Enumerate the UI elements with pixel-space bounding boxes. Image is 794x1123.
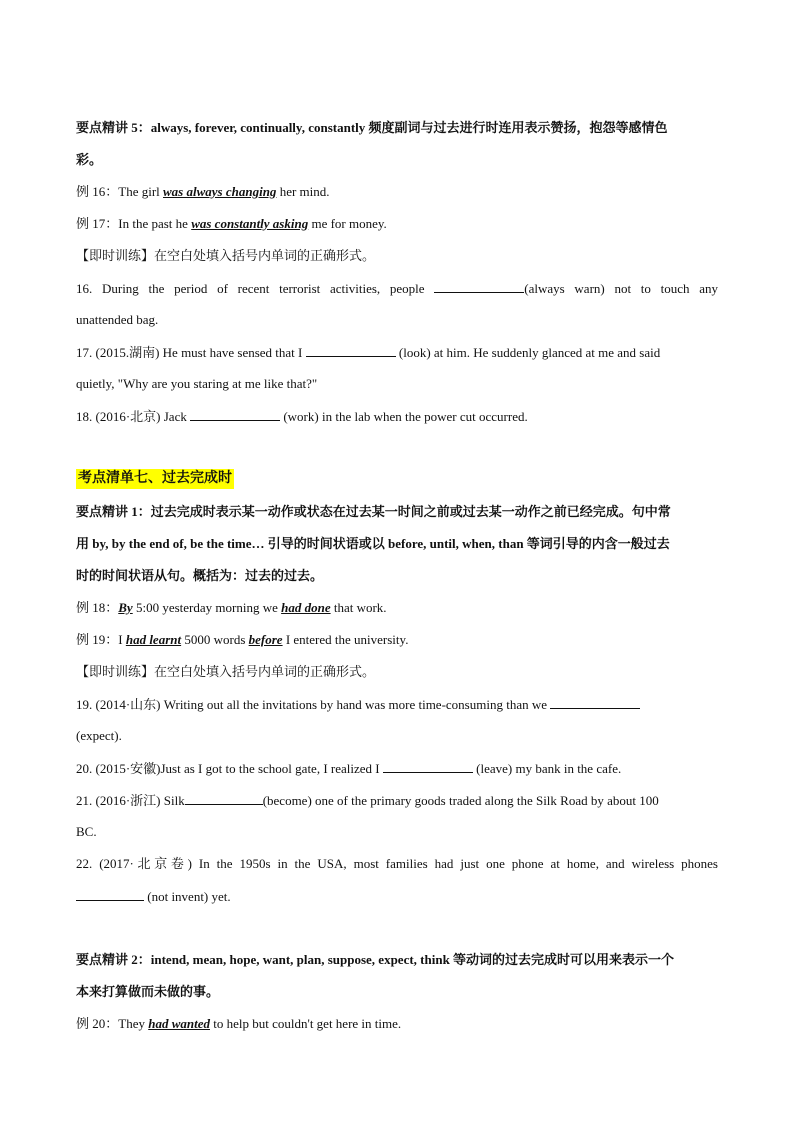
question-17-blank[interactable] xyxy=(306,344,396,357)
practice-instruction-1: 【即时训练】在空白处填入括号内单词的正确形式。 xyxy=(76,248,376,263)
question-18 xyxy=(76,408,718,425)
question-16-blank[interactable] xyxy=(434,280,524,293)
example-17-emphasis: was constantly asking xyxy=(191,216,309,231)
question-21 xyxy=(76,792,718,809)
example-19-c: 5000 words xyxy=(181,632,249,647)
example-17 xyxy=(76,216,718,232)
section7-heading-line3: 时的时间状语从句。概括为：过去的过去。 xyxy=(76,568,324,583)
question-19-continued: (expect). xyxy=(76,728,122,743)
question-16-continued: unattended bag. xyxy=(76,312,159,327)
question-18-blank[interactable] xyxy=(190,408,280,421)
example-19-had-learnt: had learnt xyxy=(125,632,182,647)
question-21-continued: BC. xyxy=(76,824,97,839)
question-19 xyxy=(76,696,718,713)
section7-heading-line1: 要点精讲 1：过去完成时表示某一动作或状态在过去某一时间之前或过去某一动作之前已经完成。句中常 xyxy=(76,504,671,519)
question-18-hint: (work) in the lab when the power cut occurred. xyxy=(280,409,528,424)
example-18-by: By xyxy=(118,600,133,615)
practice-instruction-2: 【即时训练】在空白处填入括号内单词的正确形式。 xyxy=(76,664,376,679)
example-18-c: 5:00 yesterday morning we xyxy=(132,600,282,615)
question-22: 22. (2017·北京卷) In the 1950s in the USA, most families had just one phone at home, and wireless phones xyxy=(76,856,718,871)
question-21-blank[interactable] xyxy=(185,792,263,805)
example-20-post: to help but couldn't get here in time. xyxy=(209,1016,402,1031)
question-16-hint: (always warn) not to touch any xyxy=(524,281,719,296)
example-16-pre: 例 16：The girl xyxy=(76,184,164,199)
section2-heading-line2: 本来打算做而未做的事。 xyxy=(76,984,220,999)
question-22-hint: (not invent) yet. xyxy=(144,889,231,904)
question-18-text: 18. (2016·北京) Jack xyxy=(76,409,191,424)
example-16 xyxy=(76,184,718,200)
question-17-text: 17. (2015.湖南) He must have sensed that I xyxy=(76,345,306,360)
example-20 xyxy=(76,1016,718,1032)
example-18 xyxy=(76,600,718,616)
question-19-text: 19. (2014·山东) Writing out all the invitations by hand was more time-consuming than we xyxy=(76,697,551,712)
question-20-text: 20. (2015·安徽)Just as I got to the school gate, I realized I xyxy=(76,761,383,776)
question-20-blank[interactable] xyxy=(383,760,473,773)
section5-heading-line1: 要点精讲 5：always, forever, continually, constantly 频度副词与过去进行时连用表示赞扬，抱怨等感情色 xyxy=(76,120,668,135)
question-20-hint: (leave) my bank in the cafe. xyxy=(472,761,622,776)
question-22-continued xyxy=(76,888,718,905)
example-19-a: 例 19：I xyxy=(76,632,126,647)
question-17 xyxy=(76,344,718,361)
question-16-text: 16. During the period of recent terrorist activities, people xyxy=(76,281,435,296)
example-18-had-done: had done xyxy=(281,600,331,615)
example-18-a: 例 18： xyxy=(76,600,119,615)
question-20 xyxy=(76,760,718,777)
question-22-blank[interactable] xyxy=(76,888,144,901)
section5-heading-line2: 彩。 xyxy=(76,152,103,167)
example-17-pre: 例 17：In the past he xyxy=(76,216,192,231)
example-17-post: me for money. xyxy=(308,216,387,231)
example-20-emphasis: had wanted xyxy=(148,1016,210,1031)
question-17-continued: quietly, "Why are you staring at me like that?" xyxy=(76,376,318,391)
section7-heading-line2: 用 by, by the end of, be the time… 引导的时间状语或以 before, until, when, than 等词引导的内含一般过去 xyxy=(76,536,670,551)
example-19 xyxy=(76,632,718,648)
section2-heading-line1: 要点精讲 2：intend, mean, hope, want, plan, suppose, expect, think 等动词的过去完成时可以用来表示一个 xyxy=(76,952,675,967)
question-19-blank[interactable] xyxy=(550,696,640,709)
question-21-text: 21. (2016·浙江) Silk xyxy=(76,793,185,808)
example-16-post: her mind. xyxy=(276,184,330,199)
question-16 xyxy=(76,280,718,297)
question-17-hint: (look) at him. He suddenly glanced at me and said xyxy=(395,345,661,360)
question-21-hint: (become) one of the primary goods traded along the Silk Road by about 100 xyxy=(262,793,659,808)
example-16-emphasis: was always changing xyxy=(163,184,277,199)
section7-title: 考点清单七、过去完成时 xyxy=(76,469,234,489)
example-19-before: before xyxy=(248,632,283,647)
example-19-e: I entered the university. xyxy=(282,632,409,647)
example-18-e: that work. xyxy=(330,600,387,615)
example-20-pre: 例 20：They xyxy=(76,1016,149,1031)
